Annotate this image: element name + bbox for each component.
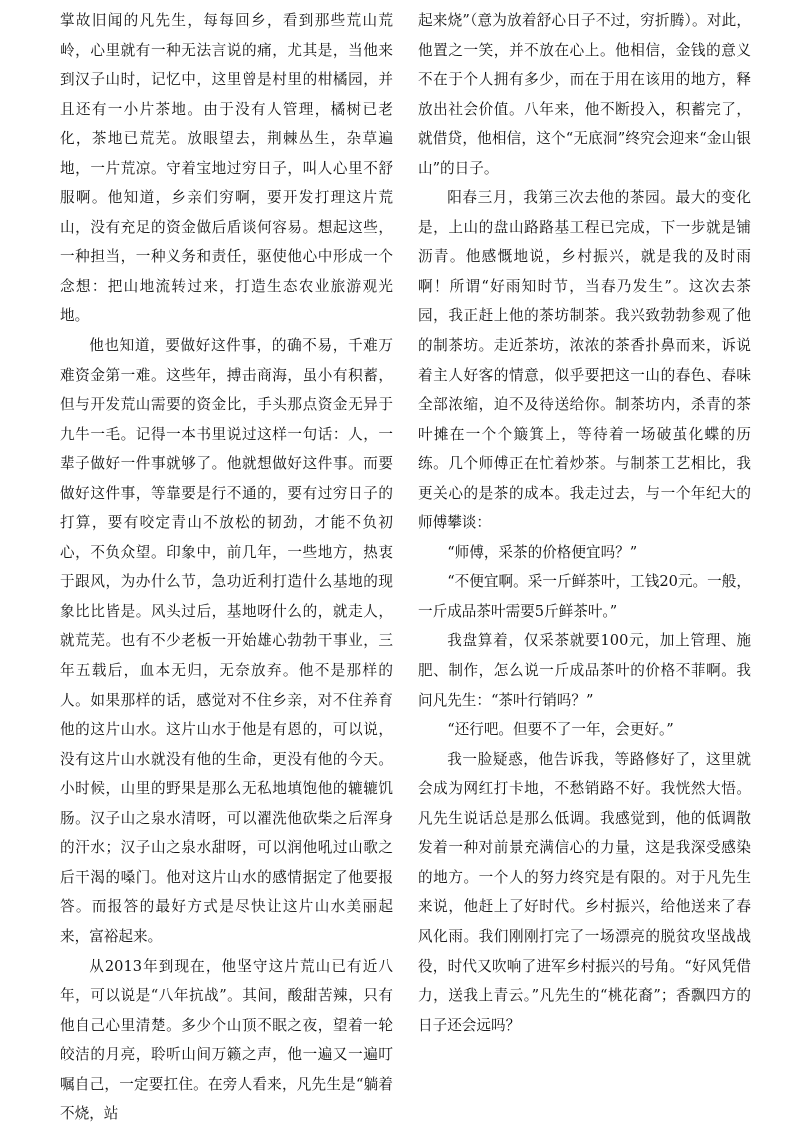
paragraph: 阳春三月，我第三次去他的茶园。最大的变化是，上山的盘山路路基工程已完成，下一步就是铺沥青。他感慨地说，乡村振兴，就是我的及时雨啊！所谓“好雨知时节，当春乃发生”。这次去茶园，我正赶上他的茶坊制茶。我兴致勃勃参观了他的制茶坊。走近茶坊，浓浓的茶香扑鼻而来，诉说着主人好客的情意，似乎要把这一山的春色、春味全部浓缩，迫不及待送给你。制茶坊内，杀青的茶叶摊在一个个簸箕上，等待着一场破茧化蝶的历练。几个师傅正在忙着炒茶。与制茶工艺相比，我更关心的是茶的成本。我走过去，与一个年纪大的师傅攀谈：: [418, 189, 751, 532]
paragraph: 起来烧”（意为放着舒心日子不过，穷折腾）。对此，他置之一笑，并不放在心上。他相信，金钱的意义不在于个人拥有多少，而在于用在该用的地方，释放出社会价值。八年来，他不断投入，积蓄完了，就借贷，他相信，这个“无底洞”终究会迎来“金山银山”的日子。: [418, 12, 751, 177]
dialogue-line: “还行吧。但要不了一年，会更好。”: [447, 721, 674, 739]
paragraph: 他也知道，要做好这件事，的确不易，千难万难资金第一难。这些年，搏击商海，虽小有积蓄，但与开发荒山需要的资金比，手头那点资金无异于九牛一毛。记得一本书里说过这样一句话：人，一辈子做好一件事就够了。他就想做好这件事。而要做好这件事，等靠要是行不通的，要有过穷日子的打算，要有咬定青山不放松的韧劲，才能不负初心，不负众望。印象中，前几年，一些地方，热衷于跟风，为办什么节，急功近利打造什么基地的现象比比皆是。风头过后，基地呀什么的，就走人，就荒芜。也有不少老板一开始雄心勃勃干事业，三年五载后，血本无归，无奈放弃。他不是那样的人。如果那样的话，感觉对不住乡亲，对不住养育他的这片山水。这片山水于他是有恩的，可以说，没有这片山水就没有他的生命，更没有他的今天。小时候，山里的野果是那么无私地填饱他的辘辘饥肠。汉子山之泉水清呀，可以濯洗他砍柴之后浑身的汗水；汉子山之泉水甜呀，可以润他吼过山歌之后干渴的嗓门。他对这片山水的感情据定了他要报答。而报答的最好方式是尽快让这片山水美丽起来，富裕起来。: [60, 337, 393, 945]
right-column: [418, 6, 751, 1040]
paragraph: 我盘算着，仅采茶就要100元，加上管理、施肥、制作，怎么说一斤成品茶叶的价格不菲啊。我问凡先生：“茶叶行销吗？”: [418, 632, 751, 709]
dialogue-line: “师傅，采茶的价格便宜吗？”: [447, 543, 638, 561]
left-column: [60, 6, 393, 1129]
paragraph: 掌故旧闻的凡先生，每每回乡，看到那些荒山荒岭，心里就有一种无法言说的痛，尤其是，当他来到汉子山时，记忆中，这里曾是村里的柑橘园，并且还有一小片茶地。由于没有人管理，橘树已老化，茶地已荒芜。放眼望去，荆棘丛生，杂草遍地，一片荒凉。守着宝地过穷日子，叫人心里不舒服啊。他知道，乡亲们穷啊，要开发打理这片荒山，没有充足的资金做后盾谈何容易。想起这些，一种担当，一种义务和责任，驱使他心中形成一个念想：把山地流转过来，打造生态农业旅游观光地。: [60, 12, 393, 325]
paragraph: 从2013年到现在，他坚守这片荒山已有近八年，可以说是“八年抗战”。其间，酸甜苦辣，只有他自己心里清楚。多少个山顶不眠之夜，望着一轮皎洁的月亮，聆听山间万籁之声，他一遍又一遍叮嘱自己，一定要扛住。在旁人看来，凡先生是“躺着不烧，站: [60, 957, 393, 1123]
paragraph: 我一脸疑惑，他告诉我，等路修好了，这里就会成为网红打卡地，不愁销路不好。我恍然大悟。凡先生说话总是那么低调。我感觉到，他的低调散发着一种对前景充满信心的力量，这是我深受感染的地方。一个人的努力终究是有限的。对于凡先生来说，他赶上了好时代。乡村振兴，给他送来了春风化雨。我们刚刚打完了一场漂亮的脱贫攻坚战战役，时代又吹响了进军乡村振兴的号角。“好风凭借力，送我上青云。”凡先生的“桃花裔”；香飘四方的日子还会远吗？: [418, 750, 751, 1034]
dialogue-line: “不便宜啊。采一斤鲜茶叶，工钱20元。一般，一斤成品茶叶需要5斤鲜茶叶。”: [418, 573, 751, 620]
